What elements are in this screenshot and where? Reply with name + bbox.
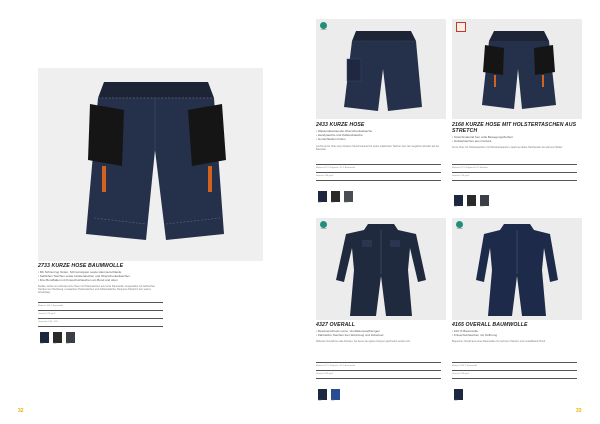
overall-4327-illustration	[316, 218, 446, 320]
product-meta-2733: Material: 100 % Baumwolle	[38, 305, 64, 307]
badge-label: certified	[320, 30, 327, 31]
shorts-2733-illustration	[38, 68, 263, 261]
product-description-4165: Bequemer Overall aus reiner Baumwolle mit mehreren Taschen und verstellbarem Bund.	[452, 340, 546, 343]
color-code: 9980	[318, 401, 322, 402]
color-swatch	[331, 389, 340, 400]
product-bullets-2168	[452, 136, 582, 144]
product-title-4327: 4327 OVERALL	[316, 322, 355, 328]
product-meta-2168: Gewicht: 250 g/m2	[452, 175, 470, 177]
product-photo-4327	[316, 218, 446, 320]
feature-bullet: • Knieschutztaschen mit Oeffnung	[452, 334, 577, 338]
color-code: 9980	[318, 203, 322, 204]
color-code: 9980	[454, 401, 458, 402]
product-description-2433: Leichte kurze Hose aus robustem Stretchmaterial mit vielen praktischen Taschen fuer den taeglichen Einsatz auf der Baustelle.	[316, 145, 440, 151]
feature-bullet: • 100 % Baumwolle	[452, 330, 577, 334]
product-bullets-4165	[452, 330, 577, 338]
feature-bullet: • Mit Schnurzug hinten, Schnurstopper sowie Hammerschlaufe	[38, 271, 213, 275]
product-meta-4327: Material: 65 % Polyester, 35 % Baumwolle	[316, 365, 356, 367]
product-meta-2733: Gewicht: 270 g/m2	[38, 313, 56, 315]
product-title-4165: 4165 OVERALL BAUMWOLLE	[452, 322, 528, 328]
product-bullets-4327	[316, 330, 441, 338]
color-swatch	[454, 389, 463, 400]
color-swatch	[66, 332, 75, 343]
product-photo-2433	[316, 19, 446, 119]
color-code: 9970	[331, 401, 335, 402]
feature-bullet: • Zahlreiche Taschen fuer Werkzeug und Zubehoer	[316, 334, 441, 338]
product-photo-2733	[38, 68, 263, 261]
color-swatch	[331, 191, 340, 202]
feature-bullet: • Handytasche und Zollstocktasche	[316, 134, 441, 138]
badge-label: certified	[320, 229, 327, 230]
color-swatch	[53, 332, 62, 343]
product-meta-4165: Gewicht: 290 g/m2	[452, 373, 470, 375]
product-description-4327: Robuster Overall fuer alle Arbeiten, bei denen der ganze Koerper geschuetzt werden soll.	[316, 340, 411, 343]
color-swatch	[344, 191, 353, 202]
product-meta-4165: Material: 100 % Baumwolle	[452, 365, 478, 367]
shorts-2433-illustration	[316, 19, 446, 119]
color-swatch	[40, 332, 49, 343]
page-number-right: 33	[576, 408, 582, 414]
product-meta-4327: Gewicht: 245 g/m2	[316, 373, 334, 375]
feature-bullet: • Seitlichen Taschen sowie Holstertaschen und Oberschenkeltaschen	[38, 275, 213, 279]
color-code: 9980	[454, 207, 458, 208]
product-title-2168: 2168 KURZE HOSE MIT HOLSTERTASCHEN AUS STRETCH	[452, 122, 577, 134]
color-code: 9980	[40, 344, 44, 345]
product-photo-2168	[452, 19, 582, 119]
certified-badge-icon	[320, 221, 327, 228]
product-bullets-2733	[38, 271, 213, 283]
color-swatch	[454, 195, 463, 206]
color-code: 9990	[480, 207, 484, 208]
feature-icon	[456, 22, 466, 32]
product-description-2168: Kurze Hose mit Holstertaschen und Stretcheinsaetzen, ideal fuer aktive Handwerker bei warmem Wetter.	[452, 146, 563, 149]
feature-bullet: • Reissverschluss vorne, Ventilationsoeffnungen	[316, 330, 441, 334]
feature-bullet: • Drei Bundfalten mit Knieschutztaschen am Bund und oben	[38, 279, 213, 283]
product-title-2733: 2733 KURZE HOSE BAUMWOLLE	[38, 263, 124, 269]
color-code: 9990	[66, 344, 70, 345]
color-code: 9999	[467, 207, 471, 208]
color-swatch	[480, 195, 489, 206]
certified-badge-icon	[320, 22, 327, 29]
feature-bullet: • Wasserabweisende Oberschenkeltasche	[316, 130, 441, 134]
product-meta-2433: Material: 65 % Polyester, 35 % Baumwolle	[316, 167, 356, 169]
color-code: 9990	[344, 203, 348, 204]
product-meta-2733: Groessen: C44 - C62	[38, 321, 58, 323]
badge-label: certified	[456, 229, 463, 230]
shorts-2168-illustration	[452, 19, 582, 119]
color-code: 9999	[53, 344, 57, 345]
product-meta-2168: Material: 92 % Polyamid, 8 % Elasthan	[452, 167, 488, 169]
color-swatch	[318, 191, 327, 202]
product-photo-4165	[452, 218, 582, 320]
product-title-2433: 2433 KURZE HOSE	[316, 122, 365, 128]
page-number-left: 32	[18, 408, 24, 414]
overall-4165-illustration	[452, 218, 582, 320]
feature-bullet: • Holstertaschen aus Cordura	[452, 140, 582, 144]
color-code: 9999	[331, 203, 335, 204]
product-bullets-2433	[316, 130, 441, 142]
color-swatch	[318, 389, 327, 400]
product-meta-2433: Gewicht: 260 g/m2	[316, 175, 334, 177]
color-swatch	[467, 195, 476, 206]
feature-bullet: • Stretchmaterial fuer volle Bewegungsfreiheit	[452, 136, 582, 140]
product-description-2733: Dunkle, leichte und robuste kurze Hose mit Holstertaschen aus reiner Baumwolle. Ausgestattet mit zahlreichen Taschen fuer Werkzeug, verstaerkten Holstertaschen und Zollstocktasche. Bequeme Passform fuer warme Arbeitstage.	[38, 285, 156, 294]
feature-bullet: • Gurtschlaufen hinten	[316, 138, 441, 142]
certified-badge-icon	[456, 221, 463, 228]
